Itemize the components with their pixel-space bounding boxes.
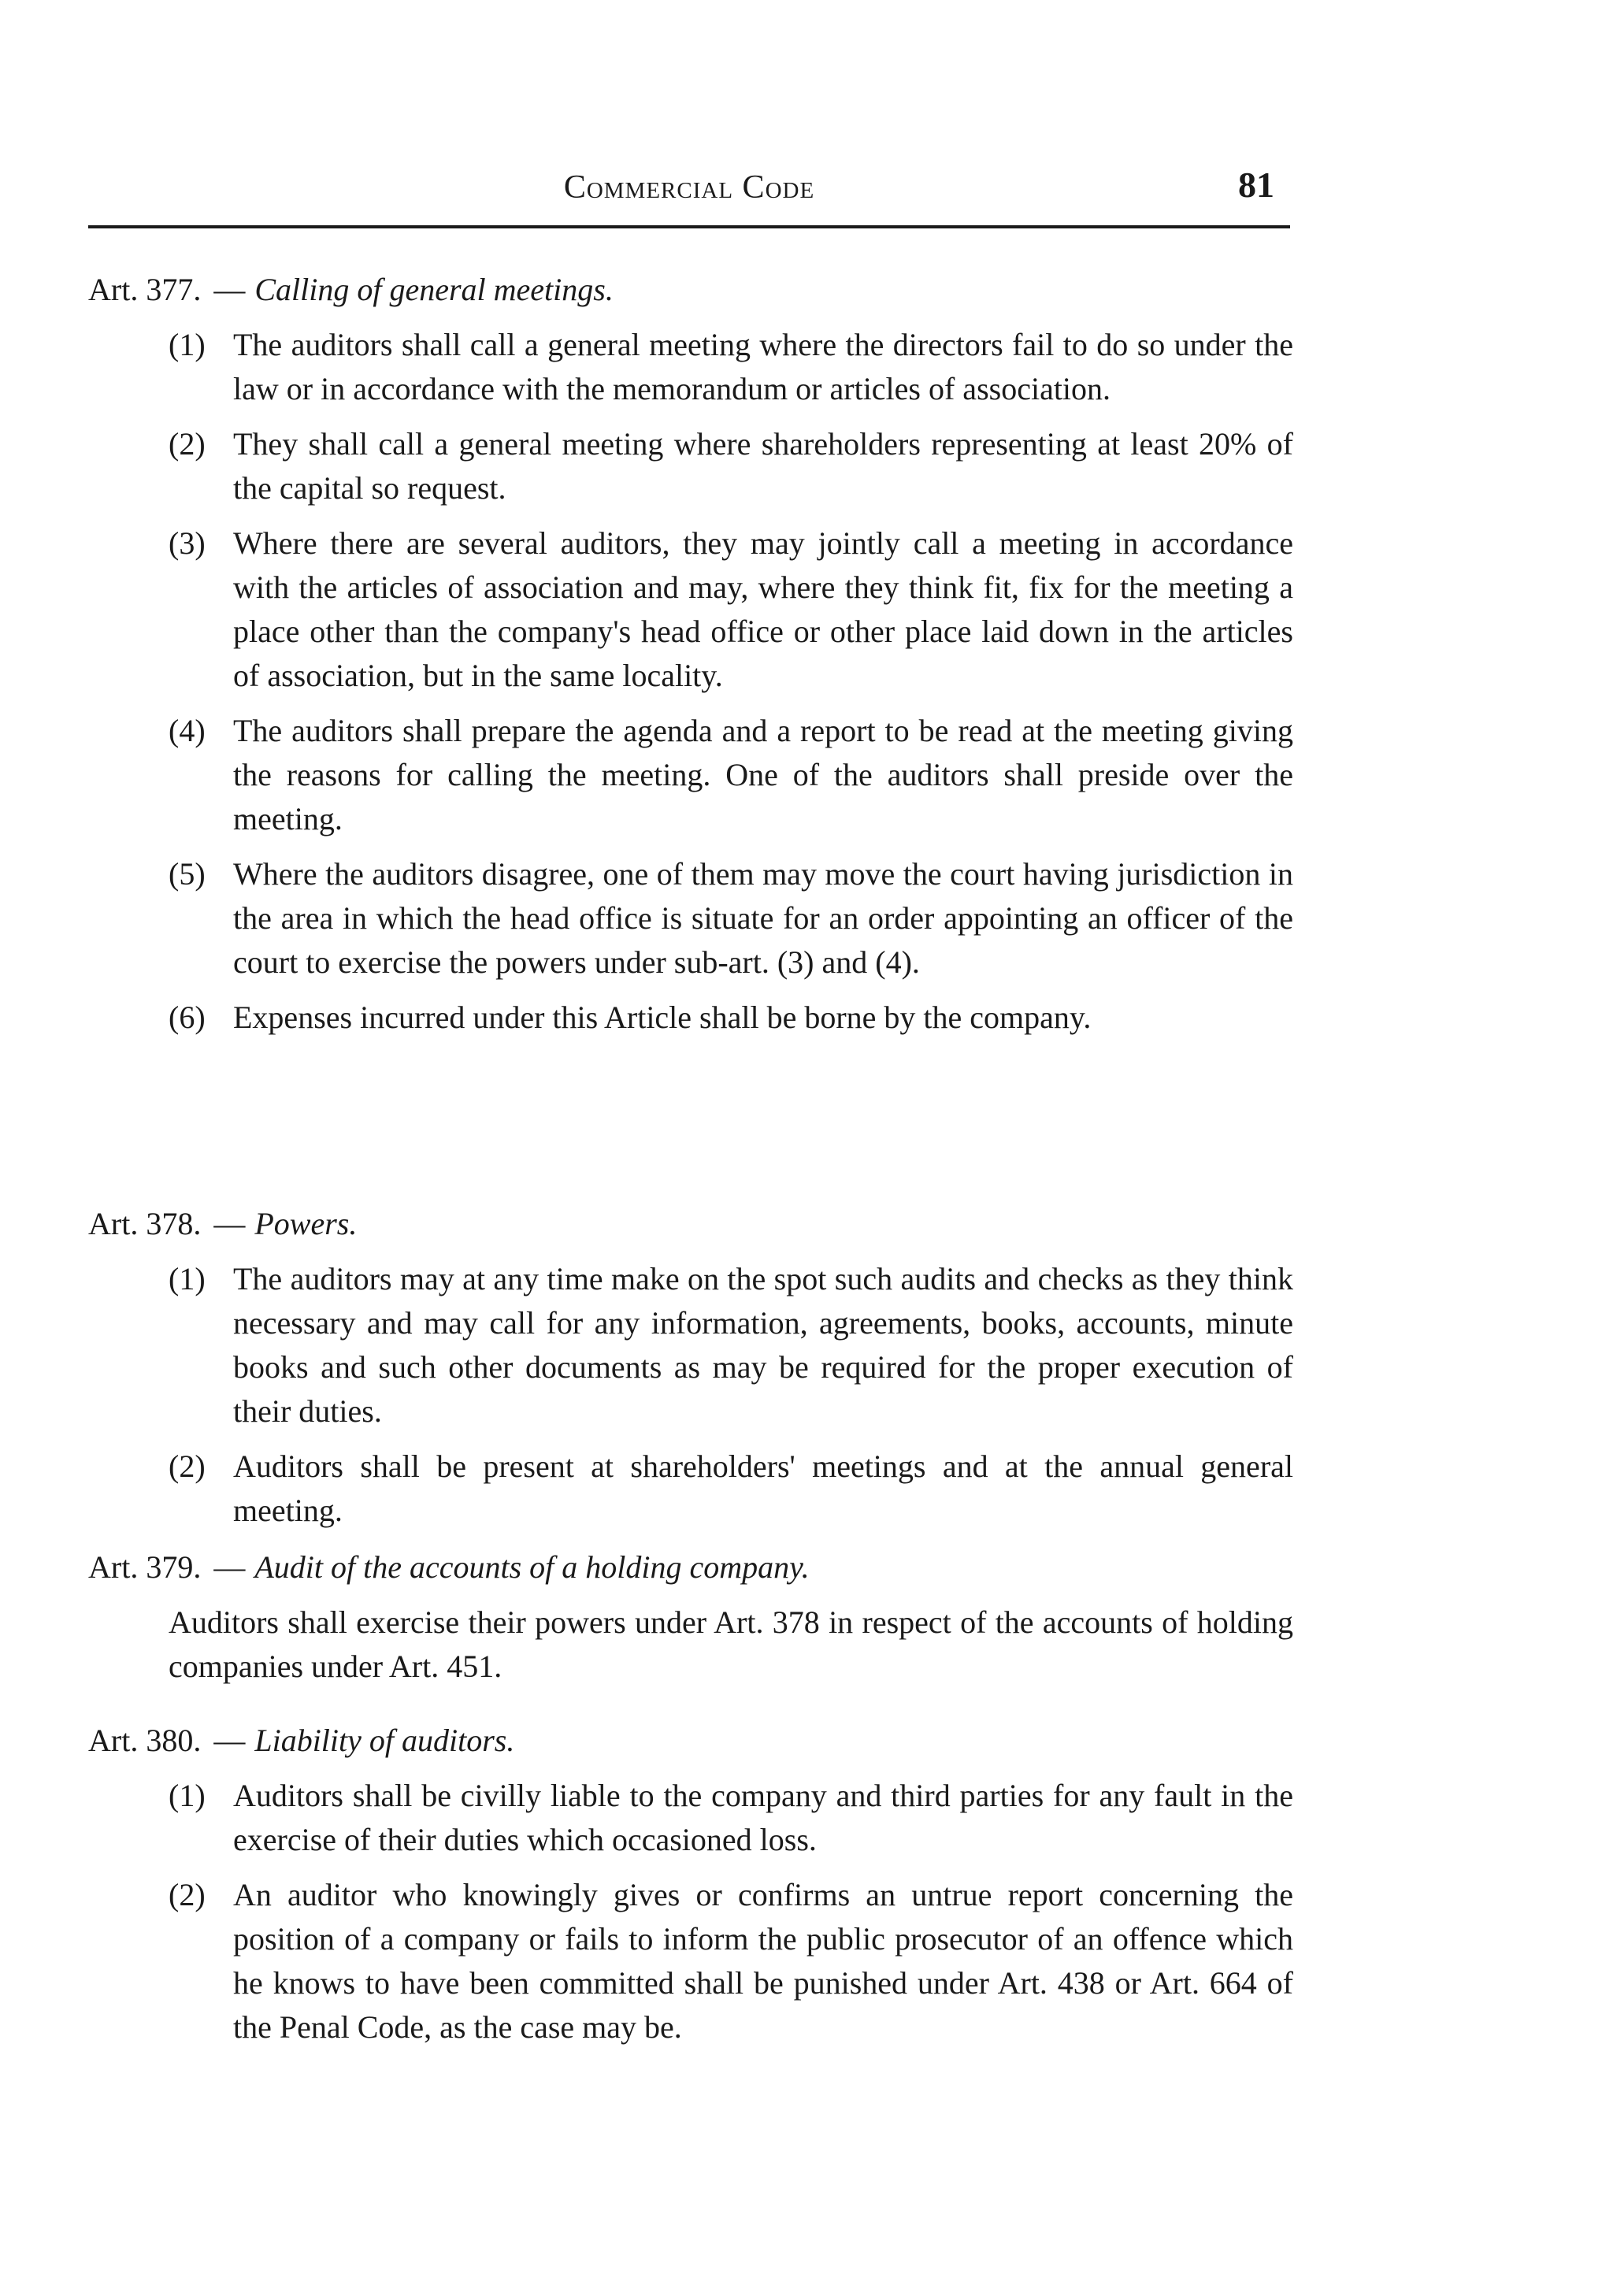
paragraph-text: Auditors shall be civilly liable to the company and third parties for any fault in the exercise of their duties which occasioned loss. xyxy=(233,1778,1293,1857)
article-heading xyxy=(88,1719,1293,1763)
paragraph xyxy=(88,521,1293,698)
article-380 xyxy=(88,1719,1293,2049)
paragraph-text: The auditors shall prepare the agenda and a report to be read at the meeting giving the reasons for calling the meeting. One of the auditors shall preside over the meeting. xyxy=(233,713,1293,836)
paragraph xyxy=(88,709,1293,841)
paragraph-text: Where there are several auditors, they may jointly call a meeting in accordance with the articles of association and may, where they think fit, fix for the meeting a place other than the company's head office or other place laid down in the articles of association, but in the same locality. xyxy=(233,525,1293,693)
paragraph xyxy=(88,323,1293,411)
paragraph-text: An auditor who knowingly gives or confirms an untrue report concerning the position of a company or fails to inform the public prosecutor of an offence which he knows to have been committed shall be punished under Art. 438 or Art. 664 of the Penal Code, as the case may be. xyxy=(233,1877,1293,2045)
paragraph-text: Auditors shall be present at shareholders' meetings and at the annual general meeting. xyxy=(233,1448,1293,1528)
paragraph-number: (2) xyxy=(169,426,206,462)
paragraph xyxy=(88,1774,1293,1862)
article-dash: — xyxy=(213,1549,246,1585)
paragraph xyxy=(88,422,1293,510)
article-dash: — xyxy=(213,1723,246,1758)
paragraph xyxy=(88,1257,1293,1434)
paragraph xyxy=(88,996,1293,1040)
paragraph-number: (2) xyxy=(169,1877,206,1912)
paragraph xyxy=(88,1445,1293,1533)
paragraph-number: (4) xyxy=(169,713,206,748)
paragraph-text: Expenses incurred under this Article shall be borne by the company. xyxy=(233,1000,1092,1035)
paragraph-text: The auditors shall call a general meeting where the directors fail to do so under the law or in accordance with the memorandum or articles of association. xyxy=(233,327,1293,406)
paragraph-number: (3) xyxy=(169,525,206,561)
paragraph-number: (2) xyxy=(169,1448,206,1484)
paragraph-number: (5) xyxy=(169,856,206,892)
paragraph xyxy=(88,1873,1293,2049)
article-heading xyxy=(88,1202,1293,1246)
article-heading xyxy=(88,268,1293,312)
paragraph xyxy=(88,852,1293,985)
article-title: Audit of the accounts of a holding company. xyxy=(254,1549,810,1585)
article-number: Art. 379. xyxy=(88,1549,202,1585)
paragraph-number: (1) xyxy=(169,1261,206,1296)
running-header xyxy=(88,165,1290,232)
article-number: Art. 378. xyxy=(88,1206,202,1241)
article-title: Liability of auditors. xyxy=(254,1723,515,1758)
paragraph-number: (6) xyxy=(169,1000,206,1035)
paragraph-text: Where the auditors disagree, one of them may move the court having jurisdiction in the area in which the head office is situate for an order appointing an officer of the court to exercise the powers under sub-art. (3) and (4). xyxy=(233,856,1293,980)
article-heading xyxy=(88,1545,1293,1589)
paragraph-text: They shall call a general meeting where shareholders representing at least 20% of the capital so request. xyxy=(233,426,1293,506)
paragraph-text: The auditors may at any time make on the spot such audits and checks as they think necessary and may call for any information, agreements, books, accounts, minute books and such other documents as may be required for the proper execution of their duties. xyxy=(233,1261,1293,1429)
running-title: Commercial Code xyxy=(563,169,815,206)
article-body: Auditors shall exercise their powers under Art. 378 in respect of the accounts of holding companies under Art. 451. xyxy=(169,1604,1293,1684)
article-title: Powers. xyxy=(254,1206,358,1241)
article-377 xyxy=(88,268,1293,1040)
article-title: Calling of general meetings. xyxy=(254,272,614,307)
article-dash: — xyxy=(213,272,246,307)
paragraph-number: (1) xyxy=(169,327,206,362)
article-number: Art. 380. xyxy=(88,1723,202,1758)
article-dash: — xyxy=(213,1206,246,1241)
paragraph-number: (1) xyxy=(169,1778,206,1813)
article-378 xyxy=(88,1202,1293,1533)
page-number: 81 xyxy=(1238,165,1274,205)
article-number: Art. 377. xyxy=(88,272,202,307)
header-rule xyxy=(88,225,1290,228)
article-379 xyxy=(88,1545,1293,1689)
